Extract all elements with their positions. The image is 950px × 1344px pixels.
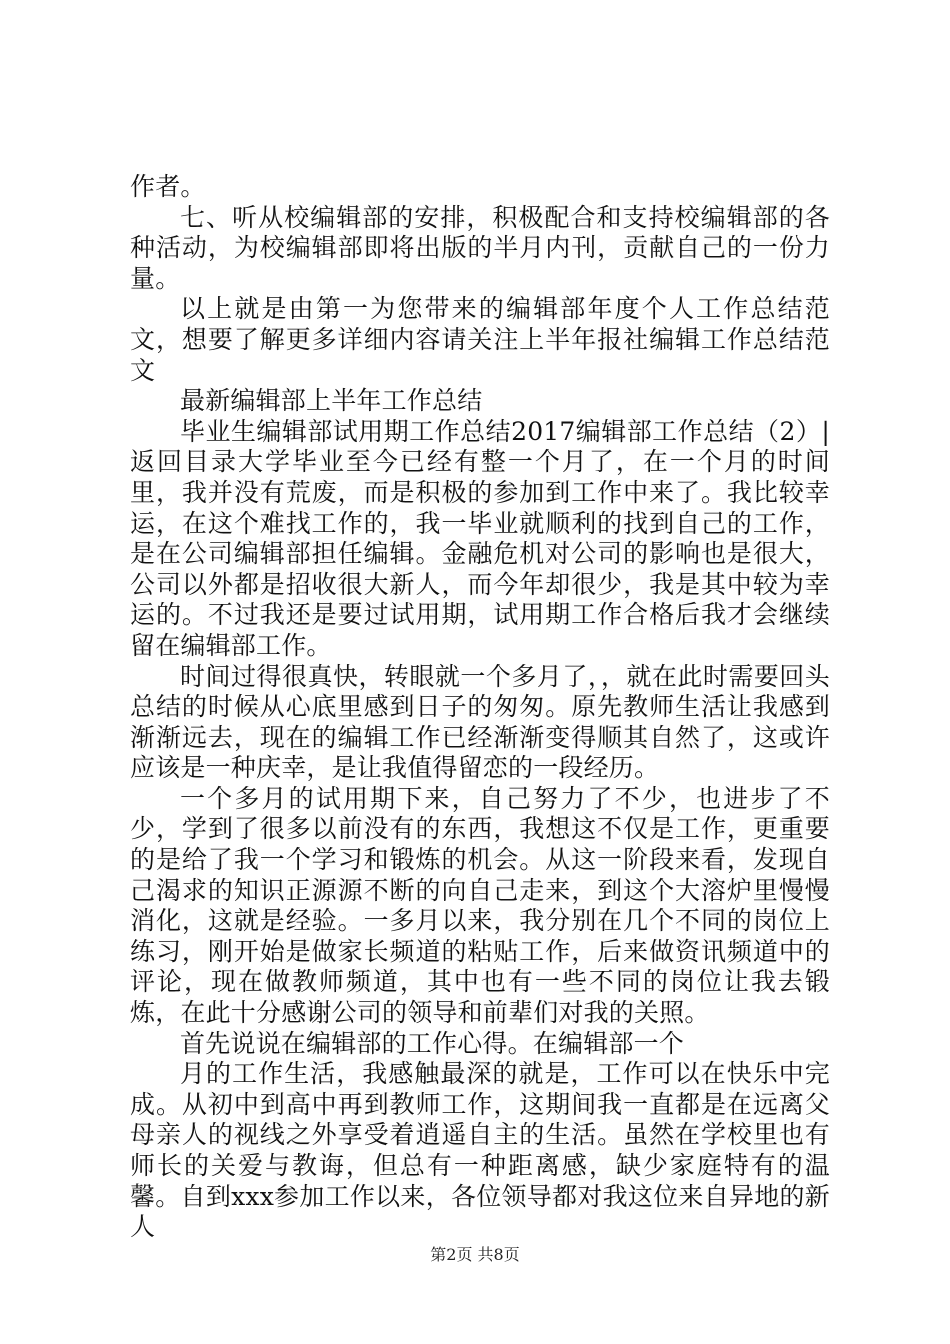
- paragraph-3: 以上就是由第一为您带来的编辑部年度个人工作总结范文，想要了解更多详细内容请关注上半年报社编辑工作总结范文: [130, 294, 830, 385]
- paragraph-8: 首先说说在编辑部的工作心得。在编辑部一个: [180, 1028, 685, 1058]
- page-number-footer: 第2页 共8页: [430, 1245, 520, 1264]
- paragraph-7: 一个多月的试用期下来，自己努力了不少，也进步了不少，学到了很多以前没有的东西，我想这不仅是工作，更重要的是给了我一个学习和锻炼的机会。从这一阶段来看，发现自己渴求的知识正源源不断的向自己走来，到这个大溶炉里慢慢消化，这就是经验。一多月以来，我分别在几个不同的岗位上练习，刚开始是做家长频道的粘贴工作，后来做资讯频道中的评论，现在做教师频道，其中也有一些不同的岗位让我去锻炼，在此十分感谢公司的领导和前辈们对我的关照。: [130, 783, 830, 1028]
- paragraph-5: 毕业生编辑部试用期工作总结2017编辑部工作总结（2）|返回目录大学毕业至今已经有整一个月了，在一个月的时间里，我并没有荒废，而是积极的参加到工作中来了。我比较幸运，在这个难找工作的，我一毕业就顺利的找到自己的工作，是在公司编辑部担任编辑。金融危机对公司的影响也是很大，公司以外都是招收很大新人，而今年却很少，我是其中较为幸运的。不过我还是要过试用期，试用期工作合格后我才会继续留在编辑部工作。: [130, 416, 830, 660]
- paragraph-2: 七、听从校编辑部的安排，积极配合和支持校编辑部的各种活动，为校编辑部即将出版的半月内刊，贡献自己的一份力量。: [130, 202, 830, 293]
- paragraph-9: 月的工作生活，我感触最深的就是，工作可以在快乐中完成。从初中到高中再到教师工作，这期间我一直都是在远离父母亲人的视线之外享受着逍遥自主的生活。虽然在学校里也有师长的关爱与教诲，但总有一种距离感，缺少家庭特有的温馨。自到xxx参加工作以来，各位领导都对我这位来自异地的新人: [130, 1059, 830, 1242]
- document-body: [130, 172, 830, 1243]
- paragraph-6: 时间过得很真快，转眼就一个多月了，，就在此时需要回头总结的时候从心底里感到日子的匆匆。原先教师生活让我感到渐渐远去，现在的编辑工作已经渐渐变得顺其自然了，这或许应该是一种庆幸，是让我值得留恋的一段经历。: [130, 661, 830, 783]
- section-heading: 最新编辑部上半年工作总结: [180, 386, 483, 416]
- paragraph-1: 作者。: [130, 172, 206, 201]
